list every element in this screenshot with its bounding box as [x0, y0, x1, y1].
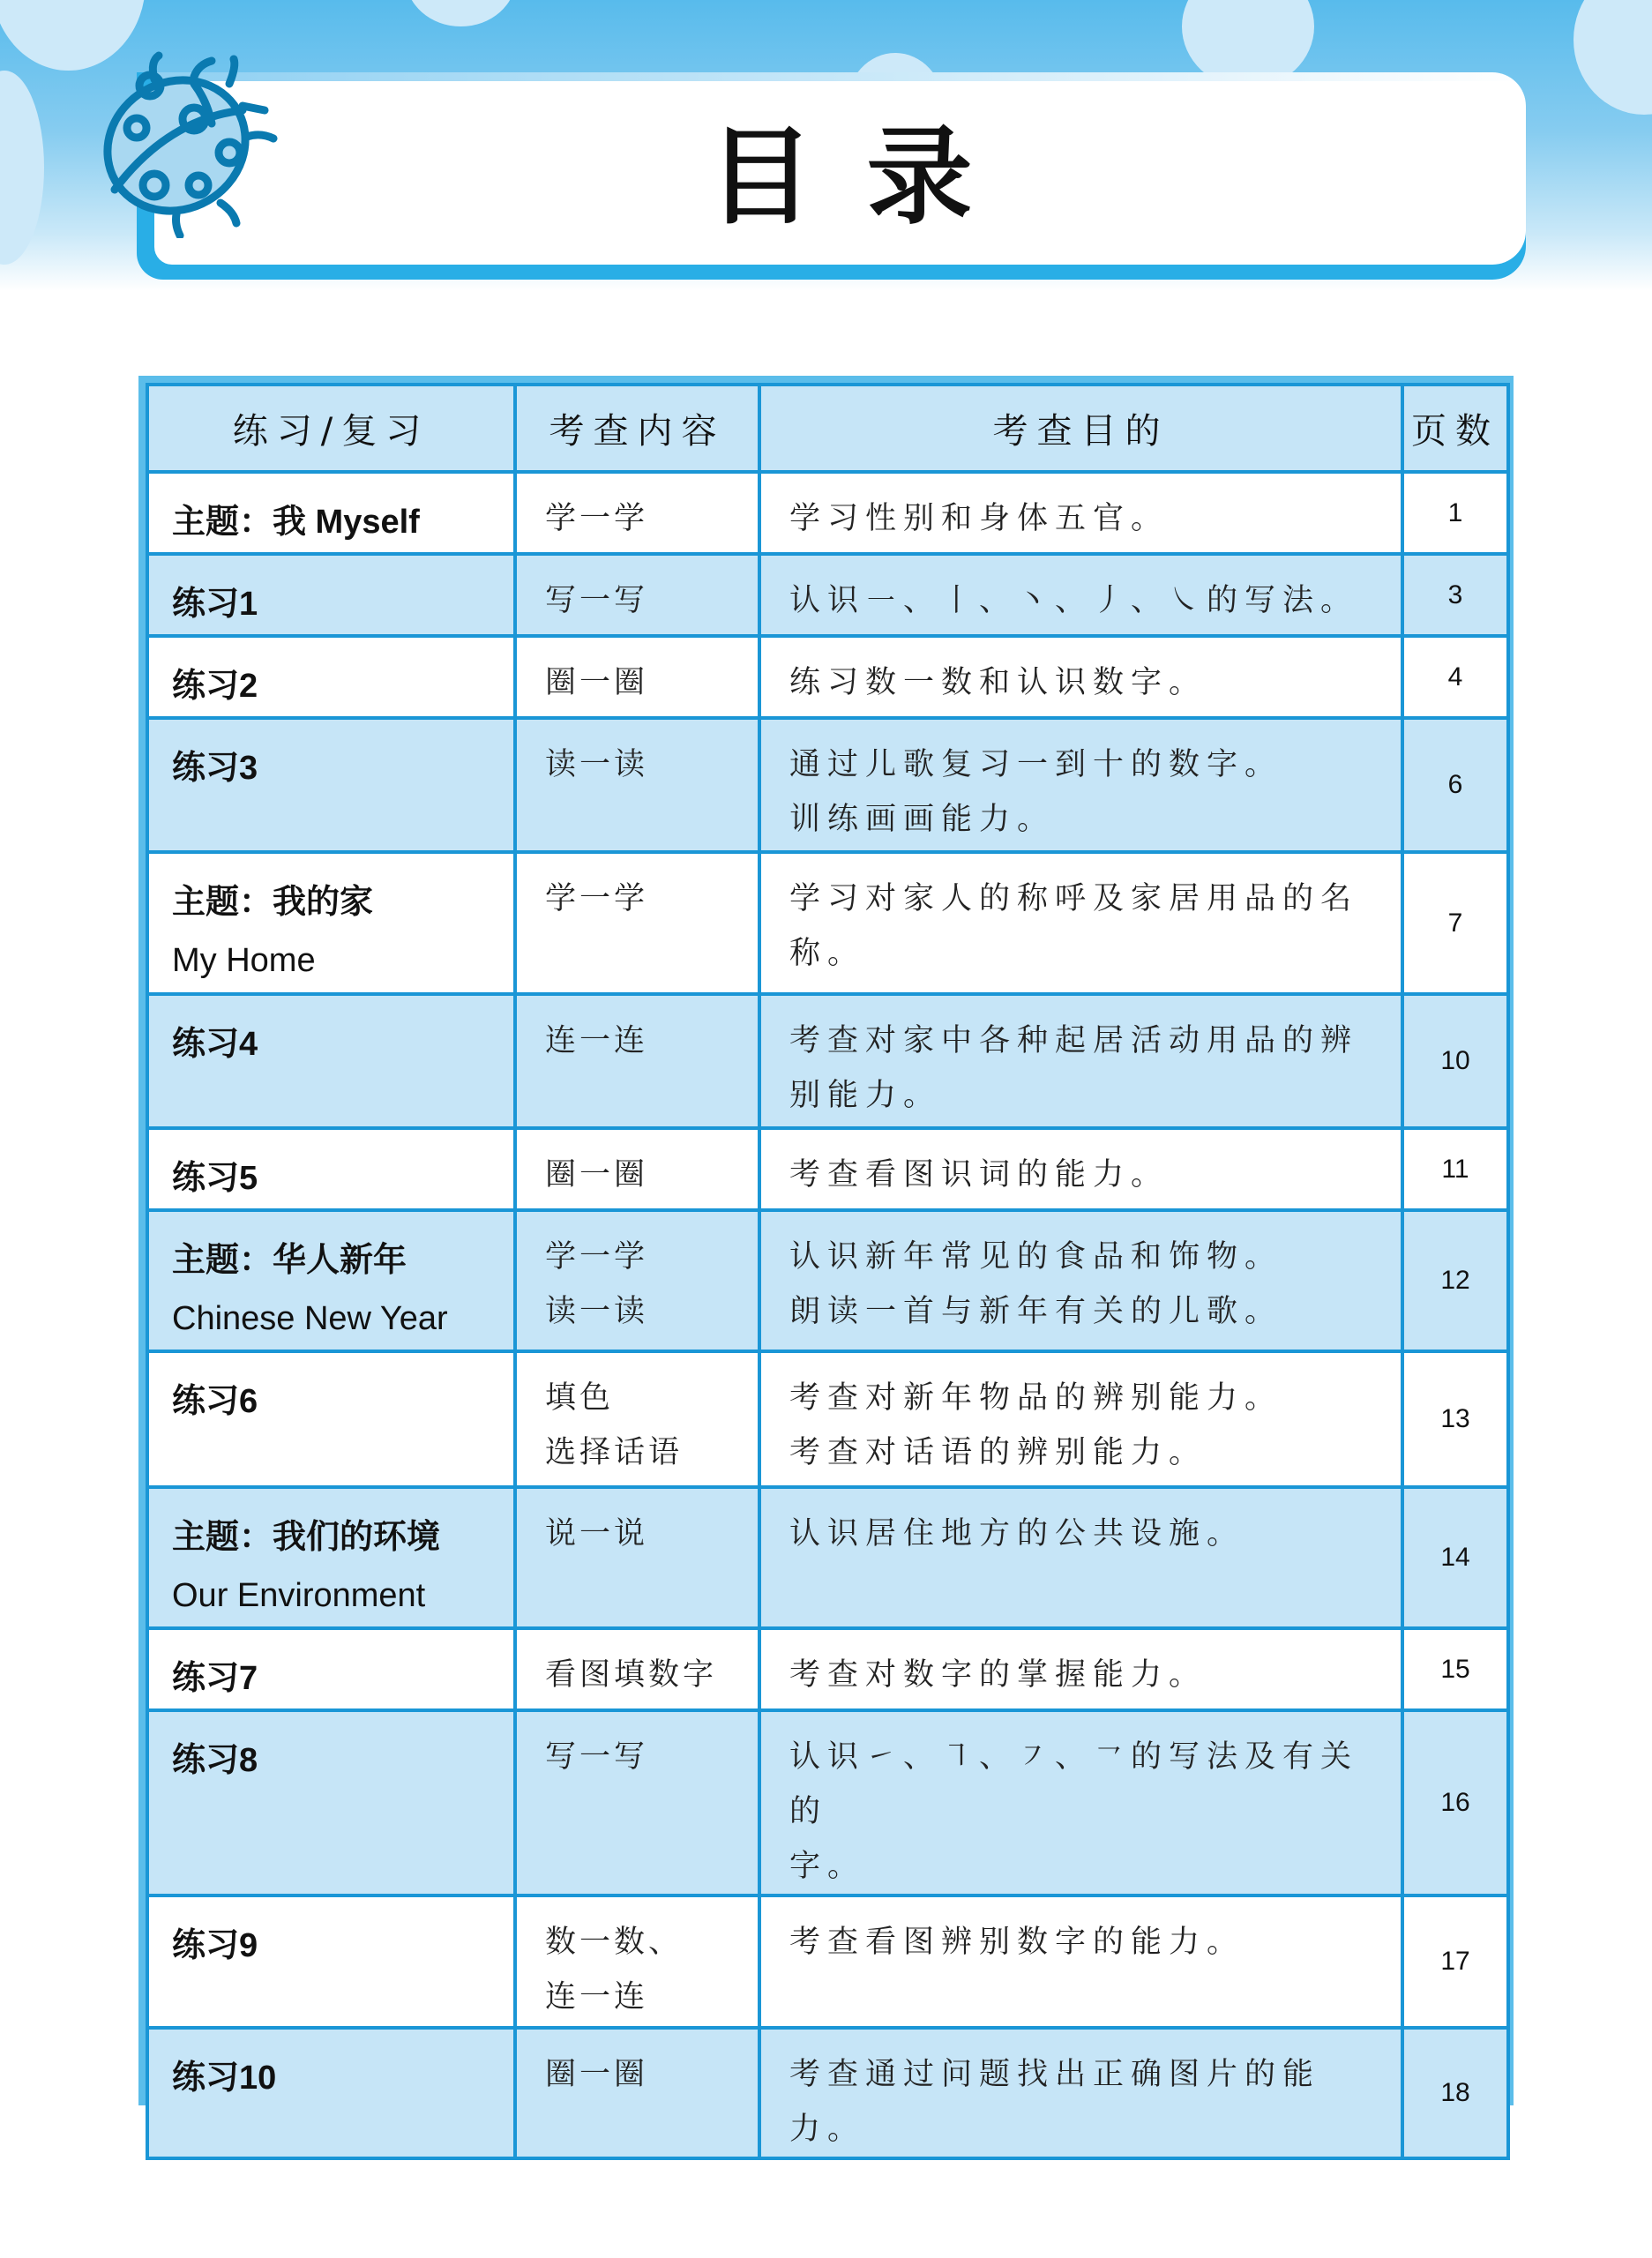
cell-exercise	[147, 1710, 515, 1895]
content-label: 读一读	[545, 1294, 649, 1329]
exercise-label: 主题：华人新年	[172, 1242, 407, 1279]
page-number: 15	[1440, 1654, 1470, 1684]
cell-purpose	[759, 1487, 1402, 1628]
cell-purpose	[759, 472, 1402, 554]
cell-purpose	[759, 1710, 1402, 1895]
cell-page	[1402, 2028, 1508, 2158]
purpose-text: 考查对数字的掌握能力。	[789, 1657, 1207, 1693]
cell-page	[1402, 1210, 1508, 1351]
content-label: 学一学	[545, 881, 649, 916]
purpose-text: 力。	[789, 2112, 866, 2147]
purpose-text: 考查对新年物品的辨别能力。	[789, 1380, 1283, 1416]
cell-content	[515, 1487, 759, 1628]
cell-purpose	[759, 852, 1402, 994]
cell-content	[515, 718, 759, 852]
cell-purpose	[759, 636, 1402, 718]
table-row	[147, 994, 1508, 1128]
exercise-label: 主题：我 Myself	[172, 504, 420, 541]
header-content: 考查内容	[515, 385, 759, 472]
exercise-label: 主题：我的家	[172, 884, 374, 921]
page-number: 12	[1440, 1266, 1470, 1295]
cell-purpose	[759, 1628, 1402, 1710]
cell-exercise	[147, 1210, 515, 1351]
page-number: 17	[1440, 1947, 1470, 1976]
content-label: 看图填数字	[545, 1657, 718, 1693]
page-number: 14	[1440, 1543, 1470, 1572]
cell-page	[1402, 1710, 1508, 1895]
page-number: 4	[1447, 662, 1463, 692]
cell-purpose	[759, 718, 1402, 852]
purpose-text: 认识居住地方的公共设施。	[789, 1516, 1245, 1551]
page-number: 11	[1441, 1154, 1469, 1184]
content-label: 读一读	[545, 747, 649, 782]
table-header-row	[147, 385, 1508, 472]
purpose-text: 认识新年常见的食品和饰物。	[789, 1239, 1283, 1275]
page-number: 13	[1440, 1404, 1470, 1433]
table-row	[147, 554, 1508, 636]
cell-content	[515, 636, 759, 718]
table-row	[147, 1895, 1508, 2028]
purpose-text: 称。	[789, 936, 866, 971]
cell-page	[1402, 994, 1508, 1128]
exercise-label: 练习7	[172, 1660, 258, 1697]
page-number: 18	[1440, 2078, 1470, 2107]
cell-exercise	[147, 1351, 515, 1487]
cell-exercise	[147, 636, 515, 718]
exercise-label: 主题：我们的环境	[172, 1519, 441, 1556]
table-row	[147, 1351, 1508, 1487]
exercise-label: 练习6	[172, 1383, 258, 1420]
table-row	[147, 1487, 1508, 1628]
content-label: 学一学	[545, 1239, 649, 1275]
content-label: 圈一圈	[545, 2057, 649, 2092]
title-card	[154, 72, 1526, 265]
cell-exercise	[147, 472, 515, 554]
ladybug-icon	[88, 49, 278, 238]
cell-exercise	[147, 1628, 515, 1710]
cell-content	[515, 1210, 759, 1351]
cell-exercise	[147, 1487, 515, 1628]
cell-page	[1402, 1351, 1508, 1487]
content-label: 填色	[545, 1380, 615, 1416]
cell-page	[1402, 1895, 1508, 2028]
exercise-label: 练习5	[172, 1160, 258, 1197]
cell-content	[515, 1128, 759, 1210]
cell-exercise	[147, 852, 515, 994]
header-purpose: 考查目的	[759, 385, 1402, 472]
table-row	[147, 852, 1508, 994]
exercise-label: Our Environment	[172, 1577, 426, 1614]
content-label: 写一写	[545, 583, 649, 618]
table-row	[147, 472, 1508, 554]
cell-exercise	[147, 1128, 515, 1210]
decor-bubble	[1574, 0, 1652, 115]
table-row	[147, 1628, 1508, 1710]
cell-page	[1402, 718, 1508, 852]
purpose-text: 考查看图辨别数字的能力。	[789, 1925, 1245, 1960]
content-label: 数一数、	[545, 1925, 684, 1960]
content-label: 选择话语	[545, 1435, 684, 1470]
cell-purpose	[759, 1210, 1402, 1351]
cell-purpose	[759, 554, 1402, 636]
cell-content	[515, 1895, 759, 2028]
cell-exercise	[147, 554, 515, 636]
purpose-text: 考查通过问题找出正确图片的能	[789, 2057, 1321, 2092]
cell-exercise	[147, 1895, 515, 2028]
cell-purpose	[759, 1895, 1402, 2028]
content-label: 说一说	[545, 1516, 649, 1551]
page-number: 6	[1447, 770, 1463, 799]
content-label: 圈一圈	[545, 1157, 649, 1193]
cell-page	[1402, 472, 1508, 554]
cell-content	[515, 852, 759, 994]
exercise-label: My Home	[172, 942, 316, 979]
table-row	[147, 2028, 1508, 2158]
header-exercise: 练习/复习	[147, 385, 515, 472]
table-row	[147, 636, 1508, 718]
exercise-label: 练习8	[172, 1742, 258, 1779]
cell-page	[1402, 852, 1508, 994]
purpose-text: 学习对家人的称呼及家居用品的名	[789, 881, 1359, 916]
cell-purpose	[759, 2028, 1402, 2158]
cell-content	[515, 994, 759, 1128]
cell-exercise	[147, 994, 515, 1128]
purpose-text: 练习数一数和认识数字。	[789, 665, 1207, 700]
page-number: 10	[1440, 1046, 1470, 1075]
table-row	[147, 718, 1508, 852]
cell-purpose	[759, 1128, 1402, 1210]
cell-content	[515, 1351, 759, 1487]
decor-bubble	[406, 0, 516, 26]
cell-page	[1402, 1628, 1508, 1710]
page-title: 目录	[707, 116, 1026, 239]
cell-purpose	[759, 1351, 1402, 1487]
exercise-label: 练习3	[172, 750, 258, 787]
cell-exercise	[147, 718, 515, 852]
cell-content	[515, 2028, 759, 2158]
cell-content	[515, 1710, 759, 1895]
exercise-label: Chinese New Year	[172, 1300, 448, 1337]
purpose-text: 字。	[789, 1849, 866, 1884]
cell-purpose	[759, 994, 1402, 1128]
purpose-text: 考查看图识词的能力。	[789, 1157, 1170, 1193]
content-label: 写一写	[545, 1739, 649, 1775]
cell-content	[515, 1628, 759, 1710]
purpose-text: 训练画画能力。	[789, 802, 1056, 837]
page-number: 1	[1447, 497, 1463, 527]
exercise-label: 练习9	[172, 1927, 258, 1964]
purpose-text: 朗读一首与新年有关的儿歌。	[789, 1294, 1283, 1329]
page-number: 3	[1447, 579, 1463, 609]
purpose-text: 认识㇀、㇕、㇇、㇖的写法及有关的	[789, 1739, 1359, 1829]
content-label: 学一学	[545, 501, 649, 536]
table-row	[147, 1710, 1508, 1895]
header-page: 页数	[1402, 385, 1508, 472]
content-label: 连一连	[545, 1979, 649, 2015]
purpose-text: 通过儿歌复习一到十的数字。	[789, 747, 1283, 782]
table-row	[147, 1128, 1508, 1210]
exercise-label: 练习10	[172, 2060, 277, 2097]
toc-table	[146, 383, 1510, 2160]
cell-page	[1402, 1128, 1508, 1210]
exercise-label: 练习4	[172, 1026, 258, 1063]
exercise-label: 练习1	[172, 586, 258, 623]
decor-bubble	[0, 71, 44, 265]
cell-content	[515, 554, 759, 636]
page-number: 16	[1440, 1788, 1470, 1817]
table-row	[147, 1210, 1508, 1351]
content-label: 连一连	[545, 1023, 649, 1058]
exercise-label: 练习2	[172, 668, 258, 705]
purpose-text: 考查对家中各种起居活动用品的辨	[789, 1023, 1359, 1058]
cell-exercise	[147, 2028, 515, 2158]
purpose-text: 考查对话语的辨别能力。	[789, 1435, 1207, 1470]
purpose-text: 学习性别和身体五官。	[789, 501, 1170, 536]
cell-content	[515, 472, 759, 554]
cell-page	[1402, 1487, 1508, 1628]
toc-table-frame	[138, 376, 1514, 2147]
purpose-text: 认识㇐、丨、丶、丿、㇏的写法。	[789, 583, 1359, 618]
purpose-text: 别能力。	[789, 1078, 942, 1113]
cell-page	[1402, 554, 1508, 636]
page-number: 7	[1447, 908, 1463, 938]
cell-page	[1402, 636, 1508, 718]
content-label: 圈一圈	[545, 665, 649, 700]
